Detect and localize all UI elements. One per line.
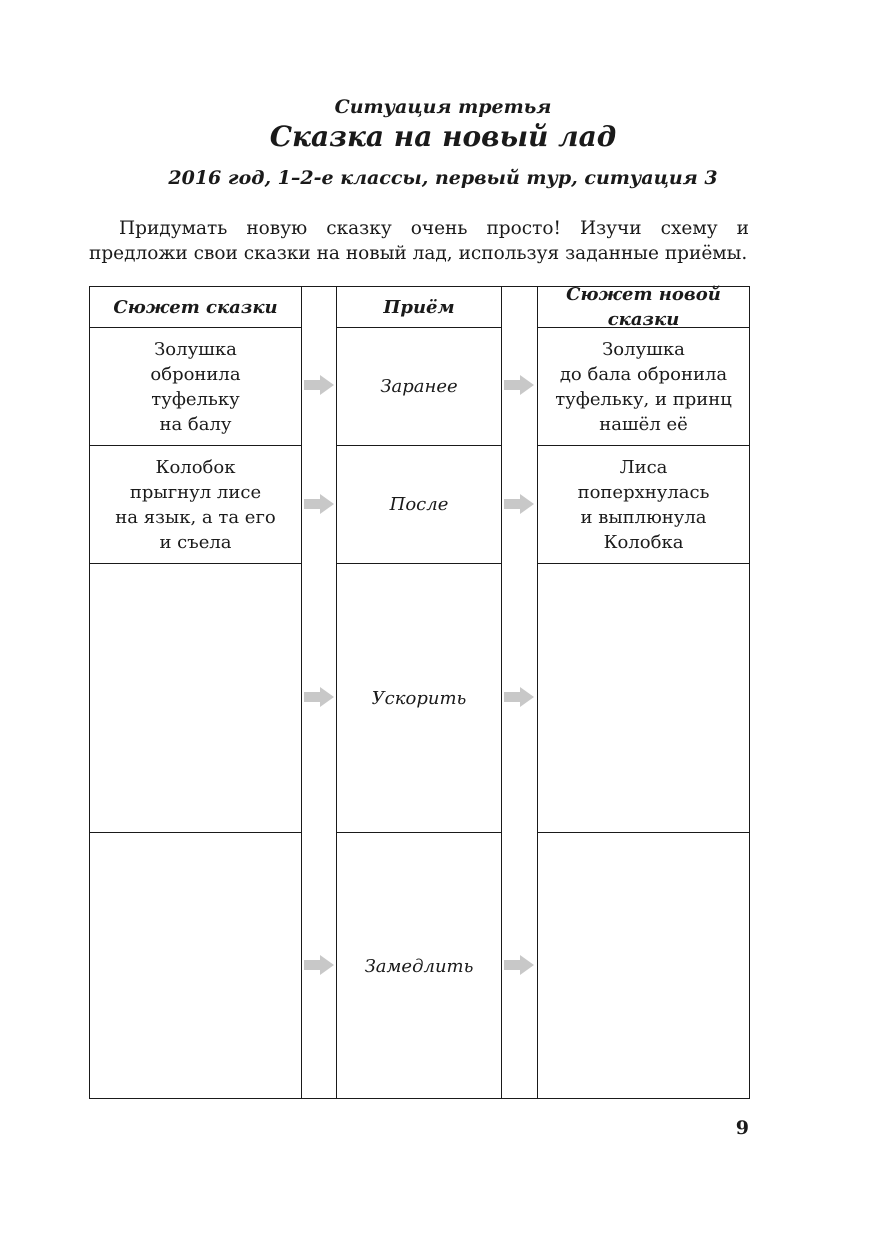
cell-new-plot-4[interactable] (538, 832, 749, 1099)
arrow-right-icon (303, 493, 335, 515)
cell-technique-1: Заранее (337, 327, 501, 445)
cell-plot-3[interactable] (90, 563, 301, 832)
header-new-plot: Сюжет новой сказки (566, 284, 721, 330)
cell-plot-2: Колобок прыгнул лисе на язык, а та его и съела (90, 445, 301, 563)
cell-new-plot-3[interactable] (538, 563, 749, 832)
arrow-right-icon (503, 686, 535, 708)
cell-technique-3: Ускорить (337, 563, 501, 832)
arrow-right-icon (303, 374, 335, 396)
arrow-right-icon (303, 954, 335, 976)
arrow-right-icon (503, 374, 535, 396)
header-technique: Приём (383, 296, 455, 318)
intro-paragraph: Придумать новую сказку очень просто! Изучи схему и предложи свои сказки на новый лад, используя заданные приёмы. (89, 218, 749, 264)
arrow-right-icon (503, 954, 535, 976)
section-subtitle: Ситуация третья (334, 96, 552, 118)
section-meta: 2016 год, 1–2-е классы, первый тур, ситуация 3 (168, 167, 718, 189)
cell-technique-4: Замедлить (337, 832, 501, 1099)
page-number: 9 (735, 1117, 749, 1139)
column-plot (89, 286, 302, 1099)
arrow-right-icon (303, 686, 335, 708)
arrow-right-icon (503, 493, 535, 515)
cell-new-plot-1: Золушка до бала обронила туфельку, и принц нашёл её (538, 327, 749, 445)
column-technique (336, 286, 502, 1099)
column-new-plot (537, 286, 750, 1099)
cell-plot-4[interactable] (90, 832, 301, 1099)
cell-new-plot-2: Лиса поперхнулась и выплюнула Колобка (538, 445, 749, 563)
cell-plot-1: Золушка обронила туфельку на балу (90, 327, 301, 445)
header-plot: Сюжет сказки (113, 296, 278, 318)
cell-technique-2: После (337, 445, 501, 563)
page-title: Сказка на новый лад (269, 120, 617, 153)
